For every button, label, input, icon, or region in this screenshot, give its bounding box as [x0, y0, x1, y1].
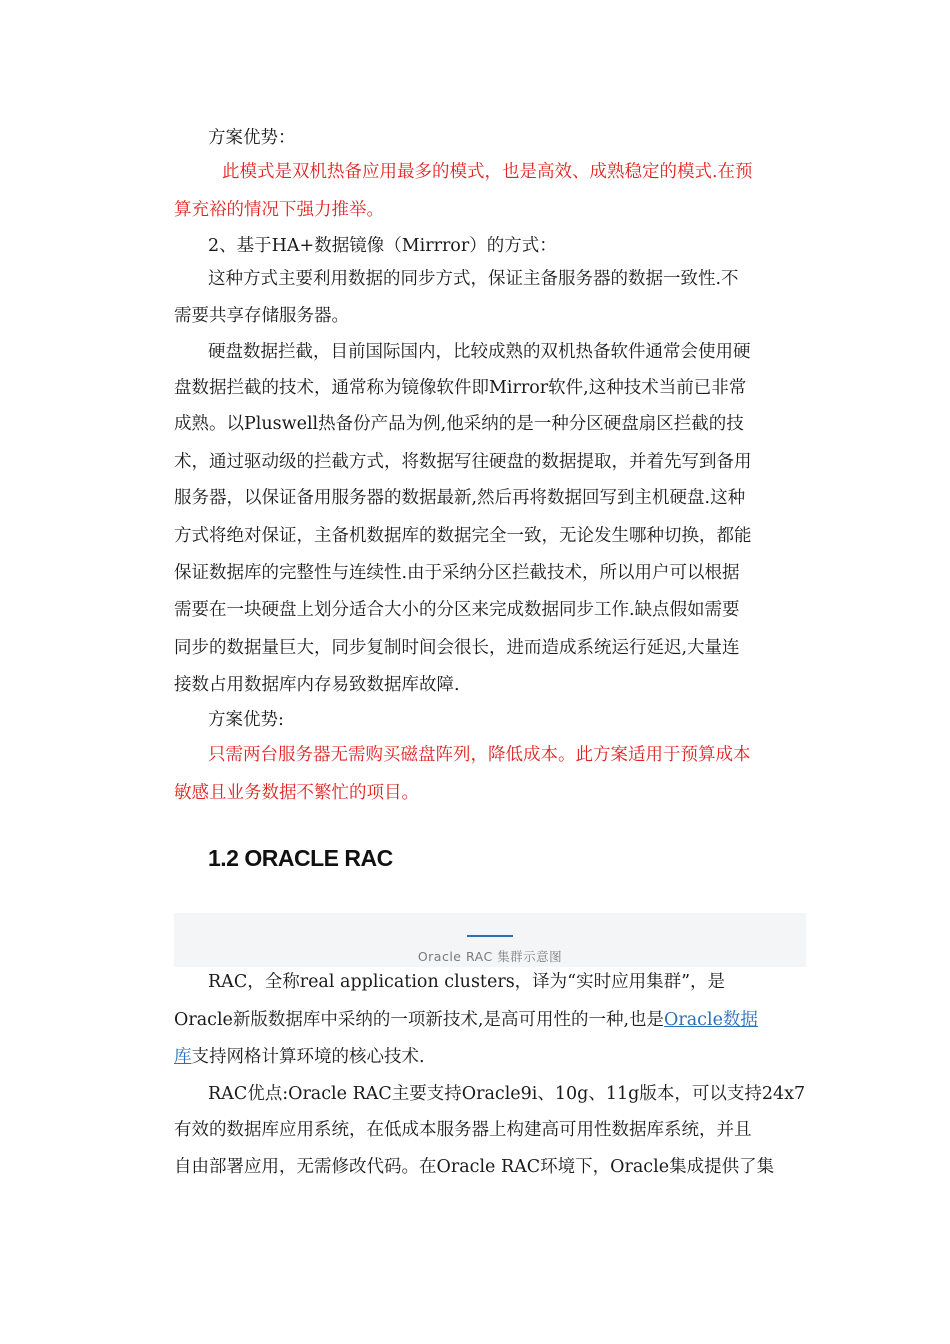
- body-line: 方式将绝对保证，主备机数据库的数据完全一致，无论发生哪种切换，都能: [174, 526, 752, 546]
- figure-placeholder: [174, 913, 806, 967]
- body-line: 盘数据拦截的技术，通常称为镜像软件即Mirror软件,这种技术当前已非常: [174, 378, 747, 398]
- advantage-title-2: 方案优势:: [208, 710, 284, 730]
- section-2-title: 2、基于HA+数据镜像（Mirrror）的方式：: [208, 236, 557, 256]
- advantage-title-1: 方案优势：: [208, 128, 296, 148]
- advantage-text-1-line-1: 此模式是双机热备应用最多的模式，也是高效、成熟稳定的模式.在预: [222, 162, 753, 182]
- figure-caption: Oracle RAC 集群示意图: [417, 949, 563, 964]
- rac-para-line-3-text: 支持网格计算环境的核心技术.: [191, 1047, 425, 1067]
- body-line: 同步的数据量巨大，同步复制时间会很长，进而造成系统运行延迟,大量连: [174, 638, 740, 658]
- body-line: 成熟。以Pluswell热备份产品为例,他采纳的是一种分区硬盘扇区拦截的技: [174, 414, 744, 434]
- rac-para-line-3: [174, 1045, 814, 1069]
- body-line: 服务器，以保证备用服务器的数据最新,然后再将数据回写到主机硬盘.这种: [174, 488, 746, 508]
- body-line: 保证数据库的完整性与连续性.由于采纳分区拦截技术，所以用户可以根据: [174, 563, 740, 583]
- body-line: 术，通过驱动级的拦截方式，将数据写往硬盘的数据提取，并着先写到备用: [174, 452, 752, 472]
- advantage-text-1-line-2: 算充裕的情况下强力推举。: [174, 200, 384, 220]
- rac-advantage-line: 自由部署应用，无需修改代码。在Oracle RAC环境下，Oracle集成提供了集: [174, 1157, 775, 1177]
- body-line: 接数占用数据库内存易致数据库故障.: [174, 675, 460, 695]
- advantage-text-2-line-1: 只需两台服务器无需购买磁盘阵列，降低成本。此方案适用于预算成本: [208, 745, 751, 765]
- oracle-database-link-continued[interactable]: 库: [174, 1047, 192, 1067]
- rac-advantage-line: RAC优点:Oracle RAC主要支持Oracle9i、10g、11g版本，可以支持24x7: [208, 1084, 806, 1104]
- figure-divider: [467, 935, 513, 937]
- oracle-database-link[interactable]: Oracle数据: [664, 1010, 758, 1030]
- section-2-intro-line-2: 需要共享存储服务器。: [174, 306, 349, 326]
- rac-para-line-1: RAC，全称real application clusters，译为“实时应用集群”，是: [208, 972, 726, 992]
- body-line: 需要在一块硬盘上划分适合大小的分区来完成数据同步工作.缺点假如需要: [174, 600, 740, 620]
- body-line: 硬盘数据拦截，目前国际国内，比较成熟的双机热备软件通常会使用硬: [208, 342, 751, 362]
- section-heading-oracle-rac: 1.2 ORACLE RAC: [208, 845, 393, 871]
- rac-advantage-line: 有效的数据库应用系统，在低成本服务器上构建高可用性数据库系统，并且: [174, 1120, 752, 1140]
- rac-para-line-2: [174, 1008, 814, 1032]
- advantage-text-2-line-2: 敏感且业务数据不繁忙的项目。: [174, 783, 419, 803]
- section-2-intro-line-1: 这种方式主要利用数据的同步方式，保证主备服务器的数据一致性.不: [208, 269, 739, 289]
- rac-para-line-2-text: Oracle新版数据库中采纳的一项新技术,是高可用性的一种,也是: [174, 1010, 665, 1030]
